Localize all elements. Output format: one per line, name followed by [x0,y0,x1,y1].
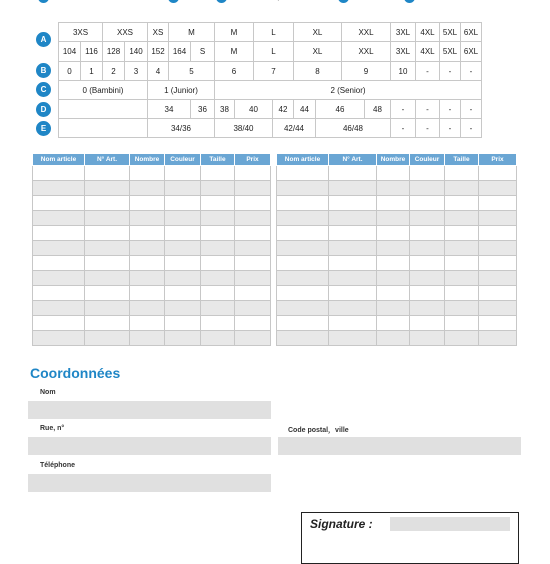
order-cell[interactable] [85,196,130,211]
order-cell[interactable] [410,331,445,346]
order-cell[interactable] [33,316,85,331]
size-cell: 1 [81,62,103,81]
size-cell: - [440,100,461,119]
size-table [58,22,482,138]
size-row-b [59,62,482,81]
order-cell[interactable] [201,286,235,301]
order-cell[interactable] [33,196,85,211]
order-cell[interactable] [410,256,445,271]
order-cell[interactable] [377,196,410,211]
order-cell[interactable] [235,286,271,301]
col-header-num-art: N° Art. [85,154,130,166]
order-cell[interactable] [277,181,329,196]
order-cell[interactable] [165,181,201,196]
table-row [277,316,517,331]
order-cell[interactable] [165,241,201,256]
order-cell[interactable] [85,166,130,181]
size-cell: - [391,100,416,119]
size-cell: - [440,119,461,138]
table-row [277,181,517,196]
legend-text [182,0,202,1]
nom-field[interactable] [28,401,271,419]
table-row [33,241,271,256]
order-cell[interactable] [85,226,130,241]
size-cell: 38/40 [215,119,273,138]
order-cell[interactable] [329,226,377,241]
size-cell [59,100,148,119]
order-cell[interactable] [377,211,410,226]
size-cell: 36 [191,100,215,119]
order-cell[interactable] [479,316,517,331]
size-cell: 2 (Senior) [215,81,482,100]
order-cell[interactable] [277,166,329,181]
order-cell[interactable] [445,166,479,181]
legend-badge [216,0,227,3]
table-row [33,196,271,211]
label-telephone: Téléphone [40,462,76,469]
order-cell[interactable] [165,316,201,331]
order-cell[interactable] [410,286,445,301]
order-cell[interactable] [85,271,130,286]
size-cell: 34 [148,100,191,119]
col-header-prix: Prix [235,154,271,166]
order-cell[interactable] [277,286,329,301]
telephone-field[interactable] [28,474,271,492]
size-cell: 116 [81,42,103,62]
label-code-postal: Code postal，ville [288,427,349,434]
table-row [277,166,517,181]
table-row [33,226,271,241]
legend-item-b [168,0,202,3]
size-cell: M [169,23,215,42]
table-row [277,331,517,346]
order-cell[interactable] [201,166,235,181]
size-cell: 6 [215,62,254,81]
order-cell[interactable] [277,301,329,316]
size-cell: 8 [294,62,342,81]
col-header-nom-article: Nom article [33,154,85,166]
order-header-row [277,154,517,166]
order-cell[interactable] [235,166,271,181]
table-row [33,271,271,286]
order-cell[interactable] [130,226,165,241]
table-row [33,256,271,271]
order-cell[interactable] [329,301,377,316]
order-cell[interactable] [377,286,410,301]
order-cell[interactable] [33,211,85,226]
order-cell[interactable] [201,211,235,226]
size-row-d [59,100,482,119]
table-row [277,226,517,241]
size-cell: - [461,119,482,138]
row-badge-c: C [36,82,51,97]
order-cell[interactable] [445,226,479,241]
order-cell[interactable] [130,196,165,211]
order-cell[interactable] [329,241,377,256]
table-row [277,301,517,316]
size-row-e [59,119,482,138]
order-table-right [276,153,517,346]
order-cell[interactable] [235,226,271,241]
order-cell[interactable] [479,331,517,346]
size-cell: - [416,100,440,119]
order-cell[interactable] [33,271,85,286]
order-cell[interactable] [165,166,201,181]
table-row [33,301,271,316]
order-cell[interactable] [329,271,377,286]
order-cell[interactable] [479,271,517,286]
size-cell: 7 [254,62,294,81]
size-cell: 3XL [391,42,416,62]
col-header-taille: Taille [445,154,479,166]
order-cell[interactable] [410,181,445,196]
size-cell: XXL [342,23,391,42]
size-cell [59,119,148,138]
order-cell[interactable] [410,301,445,316]
order-cell[interactable] [85,331,130,346]
legend-badge [168,0,179,3]
size-cell: 3 [125,62,148,81]
order-cell[interactable] [165,286,201,301]
code-postal-field[interactable] [278,437,521,455]
order-header-row [33,154,271,166]
order-cell[interactable] [235,211,271,226]
order-table-left [32,153,271,346]
size-cell: XL [294,42,342,62]
order-cell[interactable] [329,256,377,271]
order-cell[interactable] [165,271,201,286]
order-cell[interactable] [33,241,85,256]
table-row [277,196,517,211]
order-cell[interactable] [33,256,85,271]
order-cell[interactable] [33,331,85,346]
order-cell[interactable] [201,256,235,271]
order-cell[interactable] [33,226,85,241]
order-cell[interactable] [277,196,329,211]
order-cell[interactable] [130,181,165,196]
legend-item-e [404,0,491,3]
size-cell: 48 [365,100,391,119]
size-row-c [59,81,482,100]
table-row [33,331,271,346]
order-cell[interactable] [329,286,377,301]
size-cell: - [461,62,482,81]
order-cell[interactable] [235,301,271,316]
legend-text [352,0,398,1]
order-cell[interactable] [410,271,445,286]
size-cell: M [215,23,254,42]
legend-badge [404,0,415,3]
legend-strip [38,0,528,6]
order-cell[interactable] [85,301,130,316]
order-cell[interactable] [130,241,165,256]
order-cell[interactable] [377,331,410,346]
order-cell[interactable] [130,316,165,331]
order-cell[interactable] [445,286,479,301]
size-cell: 34/36 [148,119,215,138]
order-cell[interactable] [33,286,85,301]
size-cell: XL [294,23,342,42]
order-cell[interactable] [479,181,517,196]
order-cell[interactable] [410,241,445,256]
order-cell[interactable] [445,196,479,211]
order-cell[interactable] [377,166,410,181]
legend-text [418,0,491,1]
table-row [277,211,517,226]
size-cell: 4XL [416,23,440,42]
table-row [33,166,271,181]
order-cell[interactable] [130,301,165,316]
size-cell: 6XL [461,42,482,62]
size-cell: L [254,42,294,62]
order-cell[interactable] [201,226,235,241]
order-cell[interactable] [277,241,329,256]
size-row-a2 [59,42,482,62]
order-cell[interactable] [445,271,479,286]
size-cell: M [215,42,254,62]
order-cell[interactable] [377,241,410,256]
legend-badge [338,0,349,3]
col-header-taille: Taille [201,154,235,166]
order-cell[interactable] [235,271,271,286]
order-cell[interactable] [277,211,329,226]
order-cell[interactable] [479,226,517,241]
order-cell[interactable] [479,166,517,181]
size-cell: 6XL [461,23,482,42]
col-header-nombre: Nombre [377,154,410,166]
order-cell[interactable] [235,331,271,346]
size-cell: 42 [273,100,294,119]
table-row [277,256,517,271]
signature-box [301,512,519,564]
legend-text [52,0,144,1]
order-cell[interactable] [85,256,130,271]
order-cell[interactable] [85,241,130,256]
order-cell[interactable] [165,331,201,346]
order-cell[interactable] [130,286,165,301]
order-cell[interactable] [85,181,130,196]
order-cell[interactable] [329,196,377,211]
order-cell[interactable] [130,331,165,346]
size-cell: 152 [148,42,169,62]
size-cell: 46 [316,100,365,119]
size-cell: - [440,62,461,81]
size-cell: 4 [148,62,169,81]
size-cell: - [461,100,482,119]
col-header-couleur: Couleur [410,154,445,166]
order-cell[interactable] [377,181,410,196]
order-cell[interactable] [201,271,235,286]
order-cell[interactable] [235,241,271,256]
table-row [33,181,271,196]
legend-item-a [38,0,144,3]
col-header-couleur: Couleur [165,154,201,166]
legend-item-d [338,0,398,3]
order-cell[interactable] [277,331,329,346]
size-cell: 0 [59,62,81,81]
size-cell: 2 [103,62,125,81]
col-header-prix: Prix [479,154,517,166]
order-cell[interactable] [479,301,517,316]
size-cell: 42/44 [273,119,316,138]
table-row [33,211,271,226]
order-cell[interactable] [410,316,445,331]
size-cell: 46/48 [316,119,391,138]
order-cell[interactable] [235,196,271,211]
order-cell[interactable] [329,331,377,346]
size-cell: - [416,119,440,138]
order-cell[interactable] [277,226,329,241]
order-cell[interactable] [377,301,410,316]
order-cell[interactable] [33,301,85,316]
table-row [277,241,517,256]
order-cell[interactable] [130,211,165,226]
size-cell: - [391,119,416,138]
order-cell[interactable] [201,331,235,346]
label-rue: Rue, n° [40,425,65,432]
order-cell[interactable] [201,196,235,211]
col-header-nombre: Nombre [130,154,165,166]
order-cell[interactable] [85,211,130,226]
size-cell: 38 [215,100,235,119]
size-cell: S [191,42,215,62]
order-cell[interactable] [277,316,329,331]
order-cell[interactable] [445,331,479,346]
order-cell[interactable] [329,211,377,226]
order-cell[interactable] [445,241,479,256]
order-cell[interactable] [445,316,479,331]
size-cell: 5 [169,62,215,81]
order-cell[interactable] [33,181,85,196]
order-cell[interactable] [201,316,235,331]
legend-item-c [216,0,298,3]
order-cell[interactable] [410,196,445,211]
order-cell[interactable] [377,316,410,331]
size-cell: 104 [59,42,81,62]
size-cell: 164 [169,42,191,62]
order-cell[interactable] [445,211,479,226]
order-cell[interactable] [201,301,235,316]
size-cell: XS [148,23,169,42]
size-cell: XXS [103,23,148,42]
col-header-num-art: N° Art. [329,154,377,166]
legend-text [230,0,298,1]
size-cell: 140 [125,42,148,62]
order-cell[interactable] [201,241,235,256]
section-title-coordonnees: Coordonnées [30,365,121,381]
order-cell[interactable] [130,166,165,181]
table-row [277,271,517,286]
order-cell[interactable] [479,196,517,211]
order-cell[interactable] [85,286,130,301]
table-row [33,316,271,331]
order-cell[interactable] [377,256,410,271]
legend-badge [38,0,49,3]
size-cell: 10 [391,62,416,81]
size-cell: 44 [294,100,316,119]
row-badge-b: B [36,63,51,78]
size-cell: 128 [103,42,125,62]
order-cell[interactable] [479,256,517,271]
rue-field[interactable] [28,437,271,455]
size-cell: 5XL [440,23,461,42]
order-cell[interactable] [329,181,377,196]
order-cell[interactable] [165,211,201,226]
size-row-a1 [59,23,482,42]
size-cell: XXL [342,42,391,62]
order-cell[interactable] [277,271,329,286]
order-cell[interactable] [329,316,377,331]
signature-field[interactable] [390,517,510,531]
order-cell[interactable] [165,301,201,316]
size-cell: 3XS [59,23,103,42]
order-cell[interactable] [165,226,201,241]
signature-label: Signature : [310,517,373,531]
size-cell: 1 (Junior) [148,81,215,100]
order-cell[interactable] [445,256,479,271]
size-cell: 4XL [416,42,440,62]
label-nom: Nom [40,389,56,396]
order-cell[interactable] [33,166,85,181]
size-cell: 3XL [391,23,416,42]
order-cell[interactable] [445,181,479,196]
order-cell[interactable] [277,256,329,271]
size-cell: 9 [342,62,391,81]
order-cell[interactable] [329,166,377,181]
order-cell[interactable] [165,196,201,211]
row-badge-d: D [36,102,51,117]
order-cell[interactable] [235,316,271,331]
size-cell: 5XL [440,42,461,62]
order-cell[interactable] [377,271,410,286]
row-badge-a: A [36,32,51,47]
size-cell: 40 [235,100,273,119]
order-cell[interactable] [410,226,445,241]
order-cell[interactable] [445,301,479,316]
order-cell[interactable] [130,271,165,286]
order-cell[interactable] [235,256,271,271]
row-badge-e: E [36,121,51,136]
order-cell[interactable] [410,211,445,226]
table-row [277,286,517,301]
size-cell: 0 (Bambini) [59,81,148,100]
size-cell: L [254,23,294,42]
order-cell[interactable] [165,256,201,271]
order-cell[interactable] [377,226,410,241]
table-row [33,286,271,301]
col-header-nom-article: Nom article [277,154,329,166]
order-cell[interactable] [85,316,130,331]
size-cell: - [416,62,440,81]
order-cell[interactable] [479,286,517,301]
order-cell[interactable] [479,241,517,256]
order-cell[interactable] [235,181,271,196]
order-cell[interactable] [201,181,235,196]
order-cell[interactable] [130,256,165,271]
order-cell[interactable] [410,166,445,181]
order-cell[interactable] [479,211,517,226]
